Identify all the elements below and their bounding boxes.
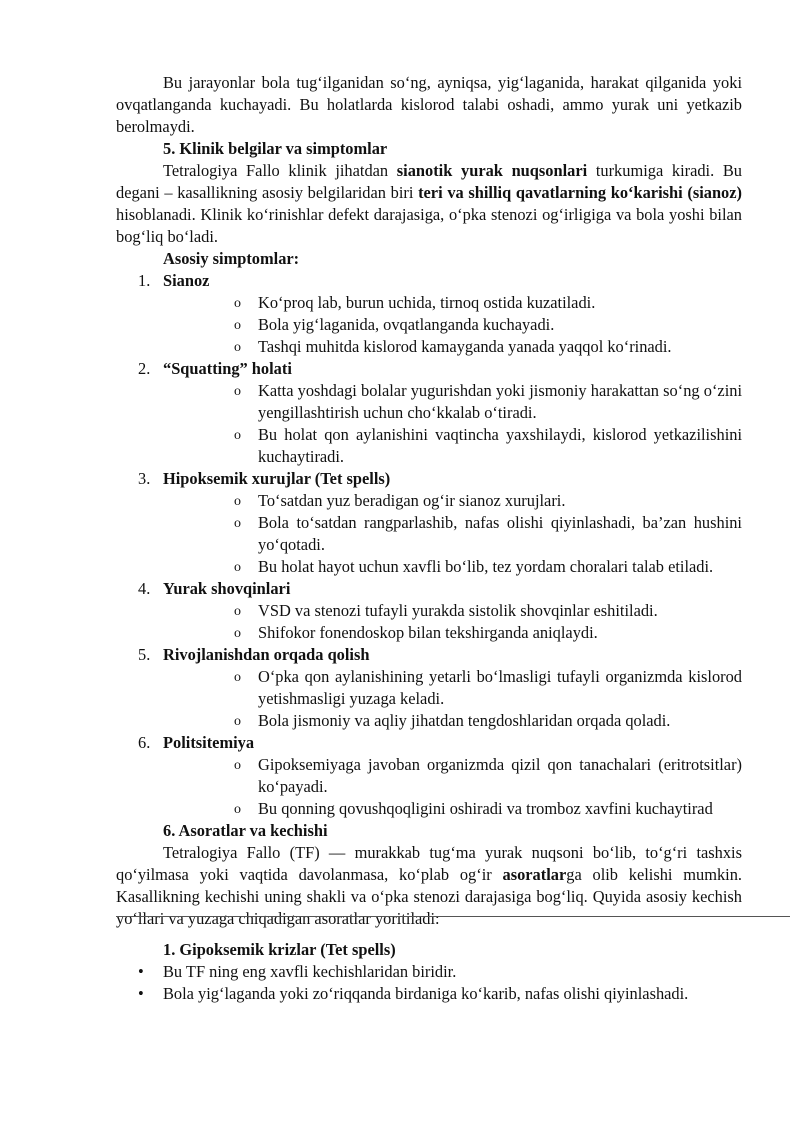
detail-text: Ko‘proq lab, burun uchida, tirnoq ostida kuzatiladi. bbox=[258, 293, 596, 312]
symptom-details bbox=[163, 754, 742, 820]
document-page bbox=[116, 72, 742, 930]
circle-bullet-icon: o bbox=[234, 604, 241, 619]
symptom-details bbox=[163, 666, 742, 732]
subsection-block bbox=[116, 939, 742, 1005]
bullet-dot-icon: • bbox=[138, 984, 144, 1003]
detail-text: Bola to‘satdan rangparlashib, nafas olishi qiyinlashadi, ba’zan hushini yo‘qotadi. bbox=[258, 513, 742, 554]
para-text: ga olib kelishi mumkin. Kasallikning kechishi uning shakli va o‘pka stenozi darajasiga bog‘liq. Quyida asosiy kechish yo‘llari va yuzaga chiqadigan asoratlar yoritiladi: bbox=[116, 865, 743, 928]
bullet-item bbox=[116, 983, 742, 1005]
para-text: hisoblanadi. Klinik ko‘rinishlar defekt darajasiga, o‘pka stenozi og‘irligiga va bola yoshi bilan bog‘liq bo‘ladi. bbox=[116, 205, 742, 246]
para-bold-text: asoratlar bbox=[502, 865, 567, 884]
symptom-title: Sianoz bbox=[163, 271, 210, 290]
symptom-number: 2. bbox=[138, 359, 151, 378]
detail-item bbox=[211, 490, 742, 512]
bullet-text: Bu TF ning eng xavfli kechishlaridan biridir. bbox=[163, 962, 457, 981]
symptom-number: 4. bbox=[138, 579, 151, 598]
symptom-title: Politsitemiya bbox=[163, 733, 255, 752]
detail-text: Bu qonning qovushqoqligini oshiradi va tromboz xavfini kuchaytirad bbox=[258, 799, 713, 818]
detail-text: Tashqi muhitda kislorod kamayganda yanada yaqqol ko‘rinadi. bbox=[258, 337, 672, 356]
detail-item bbox=[211, 600, 742, 622]
circle-bullet-icon: o bbox=[234, 626, 241, 641]
symptom-title: Hipoksemik xurujlar (Tet spells) bbox=[163, 469, 391, 488]
circle-bullet-icon: o bbox=[234, 428, 241, 443]
detail-item bbox=[211, 336, 742, 358]
detail-item bbox=[211, 424, 742, 468]
bullet-dot-icon: • bbox=[138, 962, 144, 981]
detail-item bbox=[211, 556, 742, 578]
symptom-number: 5. bbox=[138, 645, 151, 664]
circle-bullet-icon: o bbox=[234, 758, 241, 773]
horizontal-divider bbox=[116, 916, 790, 917]
detail-text: Shifokor fonendoskop bilan tekshirganda aniqlaydi. bbox=[258, 623, 598, 642]
detail-text: Bu holat hayot uchun xavfli bo‘lib, tez yordam choralari talab etiladi. bbox=[258, 557, 714, 576]
circle-bullet-icon: o bbox=[234, 670, 241, 685]
symptom-item bbox=[116, 578, 742, 644]
detail-item bbox=[211, 666, 742, 710]
bullet-text: Bola yig‘laganda yoki zo‘riqqanda birdaniga ko‘karib, nafas olishi qiyinlashadi. bbox=[163, 984, 689, 1003]
detail-text: Bola jismoniy va aqliy jihatdan tengdoshlaridan orqada qoladi. bbox=[258, 711, 671, 730]
circle-bullet-icon: o bbox=[234, 318, 241, 333]
circle-bullet-icon: o bbox=[234, 714, 241, 729]
detail-item bbox=[211, 754, 742, 798]
symptom-details bbox=[163, 600, 742, 644]
section6-heading: 6. Asoratlar va kechishi bbox=[163, 821, 328, 840]
detail-item bbox=[211, 710, 742, 732]
para-text: Tetralogiya Fallo (TF) — murakkab tug‘ma yurak nuqsoni bo‘lib, to‘g‘ri tashxis qo‘yilmasa yoki vaqtida davolanmasa, ko‘plab og‘ir bbox=[116, 843, 742, 884]
circle-bullet-icon: o bbox=[234, 560, 241, 575]
detail-text: To‘satdan yuz beradigan og‘ir sianoz xurujlari. bbox=[258, 491, 566, 510]
symptom-details bbox=[163, 490, 742, 578]
detail-item bbox=[211, 798, 742, 820]
bullet-item bbox=[116, 961, 742, 983]
circle-bullet-icon: o bbox=[234, 384, 241, 399]
para-text: Tetralogiya Fallo klinik jihatdan bbox=[163, 161, 397, 180]
detail-text: Bu holat qon aylanishini vaqtincha yaxshilaydi, kislorod yetkazilishini kuchaytiradi. bbox=[258, 425, 742, 466]
symptom-item bbox=[116, 358, 742, 468]
detail-item bbox=[211, 512, 742, 556]
symptoms-heading: Asosiy simptomlar: bbox=[163, 249, 300, 268]
para-text: turkumiga kiradi. Bu degani – kasallikning asosiy belgilaridan biri bbox=[116, 161, 742, 202]
detail-item bbox=[211, 292, 742, 314]
detail-text: Katta yoshdagi bolalar yugurishdan yoki jismoniy harakattan so‘ng o‘zini yengillashtirish uchun cho‘kkalab o‘tiradi. bbox=[258, 381, 742, 422]
symptom-item bbox=[116, 644, 742, 732]
detail-text: VSD va stenozi tufayli yurakda sistolik shovqinlar eshitiladi. bbox=[258, 601, 658, 620]
intro-paragraph: Bu jarayonlar bola tug‘ilganidan so‘ng, ayniqsa, yig‘laganida, harakat qilganida yoki ovqatlanganda kuchayadi. Bu holatlarda kislorod talabi oshadi, ammo yurak uni yetkazib berolmaydi. bbox=[116, 73, 742, 136]
subsection-bullet-list bbox=[116, 961, 742, 1005]
symptom-number: 6. bbox=[138, 733, 151, 752]
circle-bullet-icon: o bbox=[234, 296, 241, 311]
symptom-title: Rivojlanishdan orqada qolish bbox=[163, 645, 370, 664]
symptom-item bbox=[116, 732, 742, 820]
para-bold-text: teri va shilliq qavatlarning ko‘karishi (sianoz) bbox=[418, 183, 742, 202]
detail-item bbox=[211, 622, 742, 644]
symptom-title: “Squatting” holati bbox=[163, 359, 292, 378]
circle-bullet-icon: o bbox=[234, 340, 241, 355]
circle-bullet-icon: o bbox=[234, 494, 241, 509]
para-bold-text: sianotik yurak nuqsonlari bbox=[396, 161, 588, 180]
detail-text: O‘pka qon aylanishining yetarli bo‘lmasligi tufayli organizmda kislorod yetishmasligi yuzaga keladi. bbox=[258, 667, 742, 708]
subsection-heading: 1. Gipoksemik krizlar (Tet spells) bbox=[163, 940, 396, 959]
symptoms-list bbox=[116, 270, 742, 820]
section5-paragraph bbox=[116, 160, 742, 248]
symptom-details bbox=[163, 292, 742, 358]
symptom-title: Yurak shovqinlari bbox=[163, 579, 291, 598]
circle-bullet-icon: o bbox=[234, 516, 241, 531]
symptom-item bbox=[116, 270, 742, 358]
detail-item bbox=[211, 380, 742, 424]
detail-text: Gipoksemiyaga javoban organizmda qizil qon tanachalari (eritrotsitlar) ko‘payadi. bbox=[258, 755, 742, 796]
symptom-item bbox=[116, 468, 742, 578]
detail-text: Bola yig‘laganida, ovqatlanganda kuchayadi. bbox=[258, 315, 555, 334]
symptom-details bbox=[163, 380, 742, 468]
section5-heading: 5. Klinik belgilar va simptomlar bbox=[163, 139, 388, 158]
detail-item bbox=[211, 314, 742, 336]
symptom-number: 1. bbox=[138, 271, 151, 290]
symptom-number: 3. bbox=[138, 469, 151, 488]
circle-bullet-icon: o bbox=[234, 802, 241, 817]
